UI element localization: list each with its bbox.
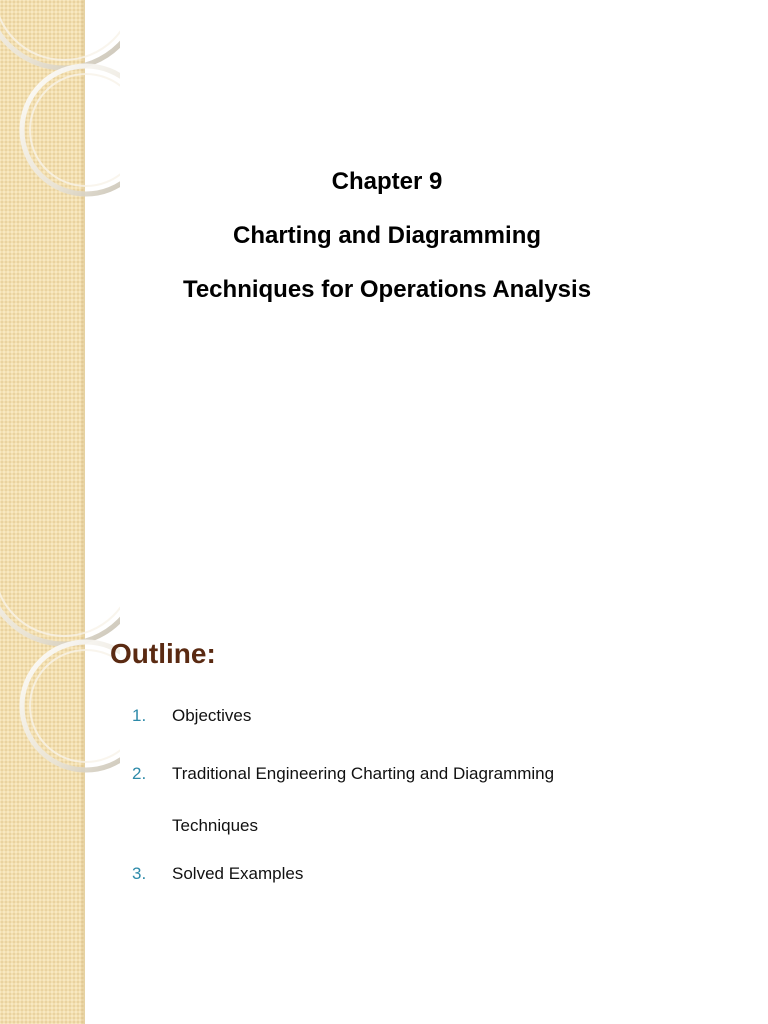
outline-list bbox=[0, 576, 768, 1024]
list-item-text: Traditional Engineering Charting and Diagramming bbox=[172, 764, 555, 783]
list-item-text-continuation: Techniques bbox=[172, 816, 259, 835]
title-line-chapter: Chapter 9 bbox=[331, 168, 443, 195]
outline-slide bbox=[0, 576, 768, 1024]
list-item-number: 1. bbox=[132, 706, 147, 725]
title-line-main: Charting and Diagramming bbox=[232, 222, 542, 249]
outline-heading: Outline: bbox=[110, 638, 216, 669]
slide-title bbox=[84, 160, 690, 322]
list-item-number: 3. bbox=[132, 864, 147, 883]
list-item-text: Solved Examples bbox=[172, 864, 304, 883]
list-item-text: Objectives bbox=[172, 706, 252, 725]
list-item-number: 2. bbox=[132, 764, 147, 783]
title-line-subtitle: Techniques for Operations Analysis bbox=[182, 276, 592, 303]
